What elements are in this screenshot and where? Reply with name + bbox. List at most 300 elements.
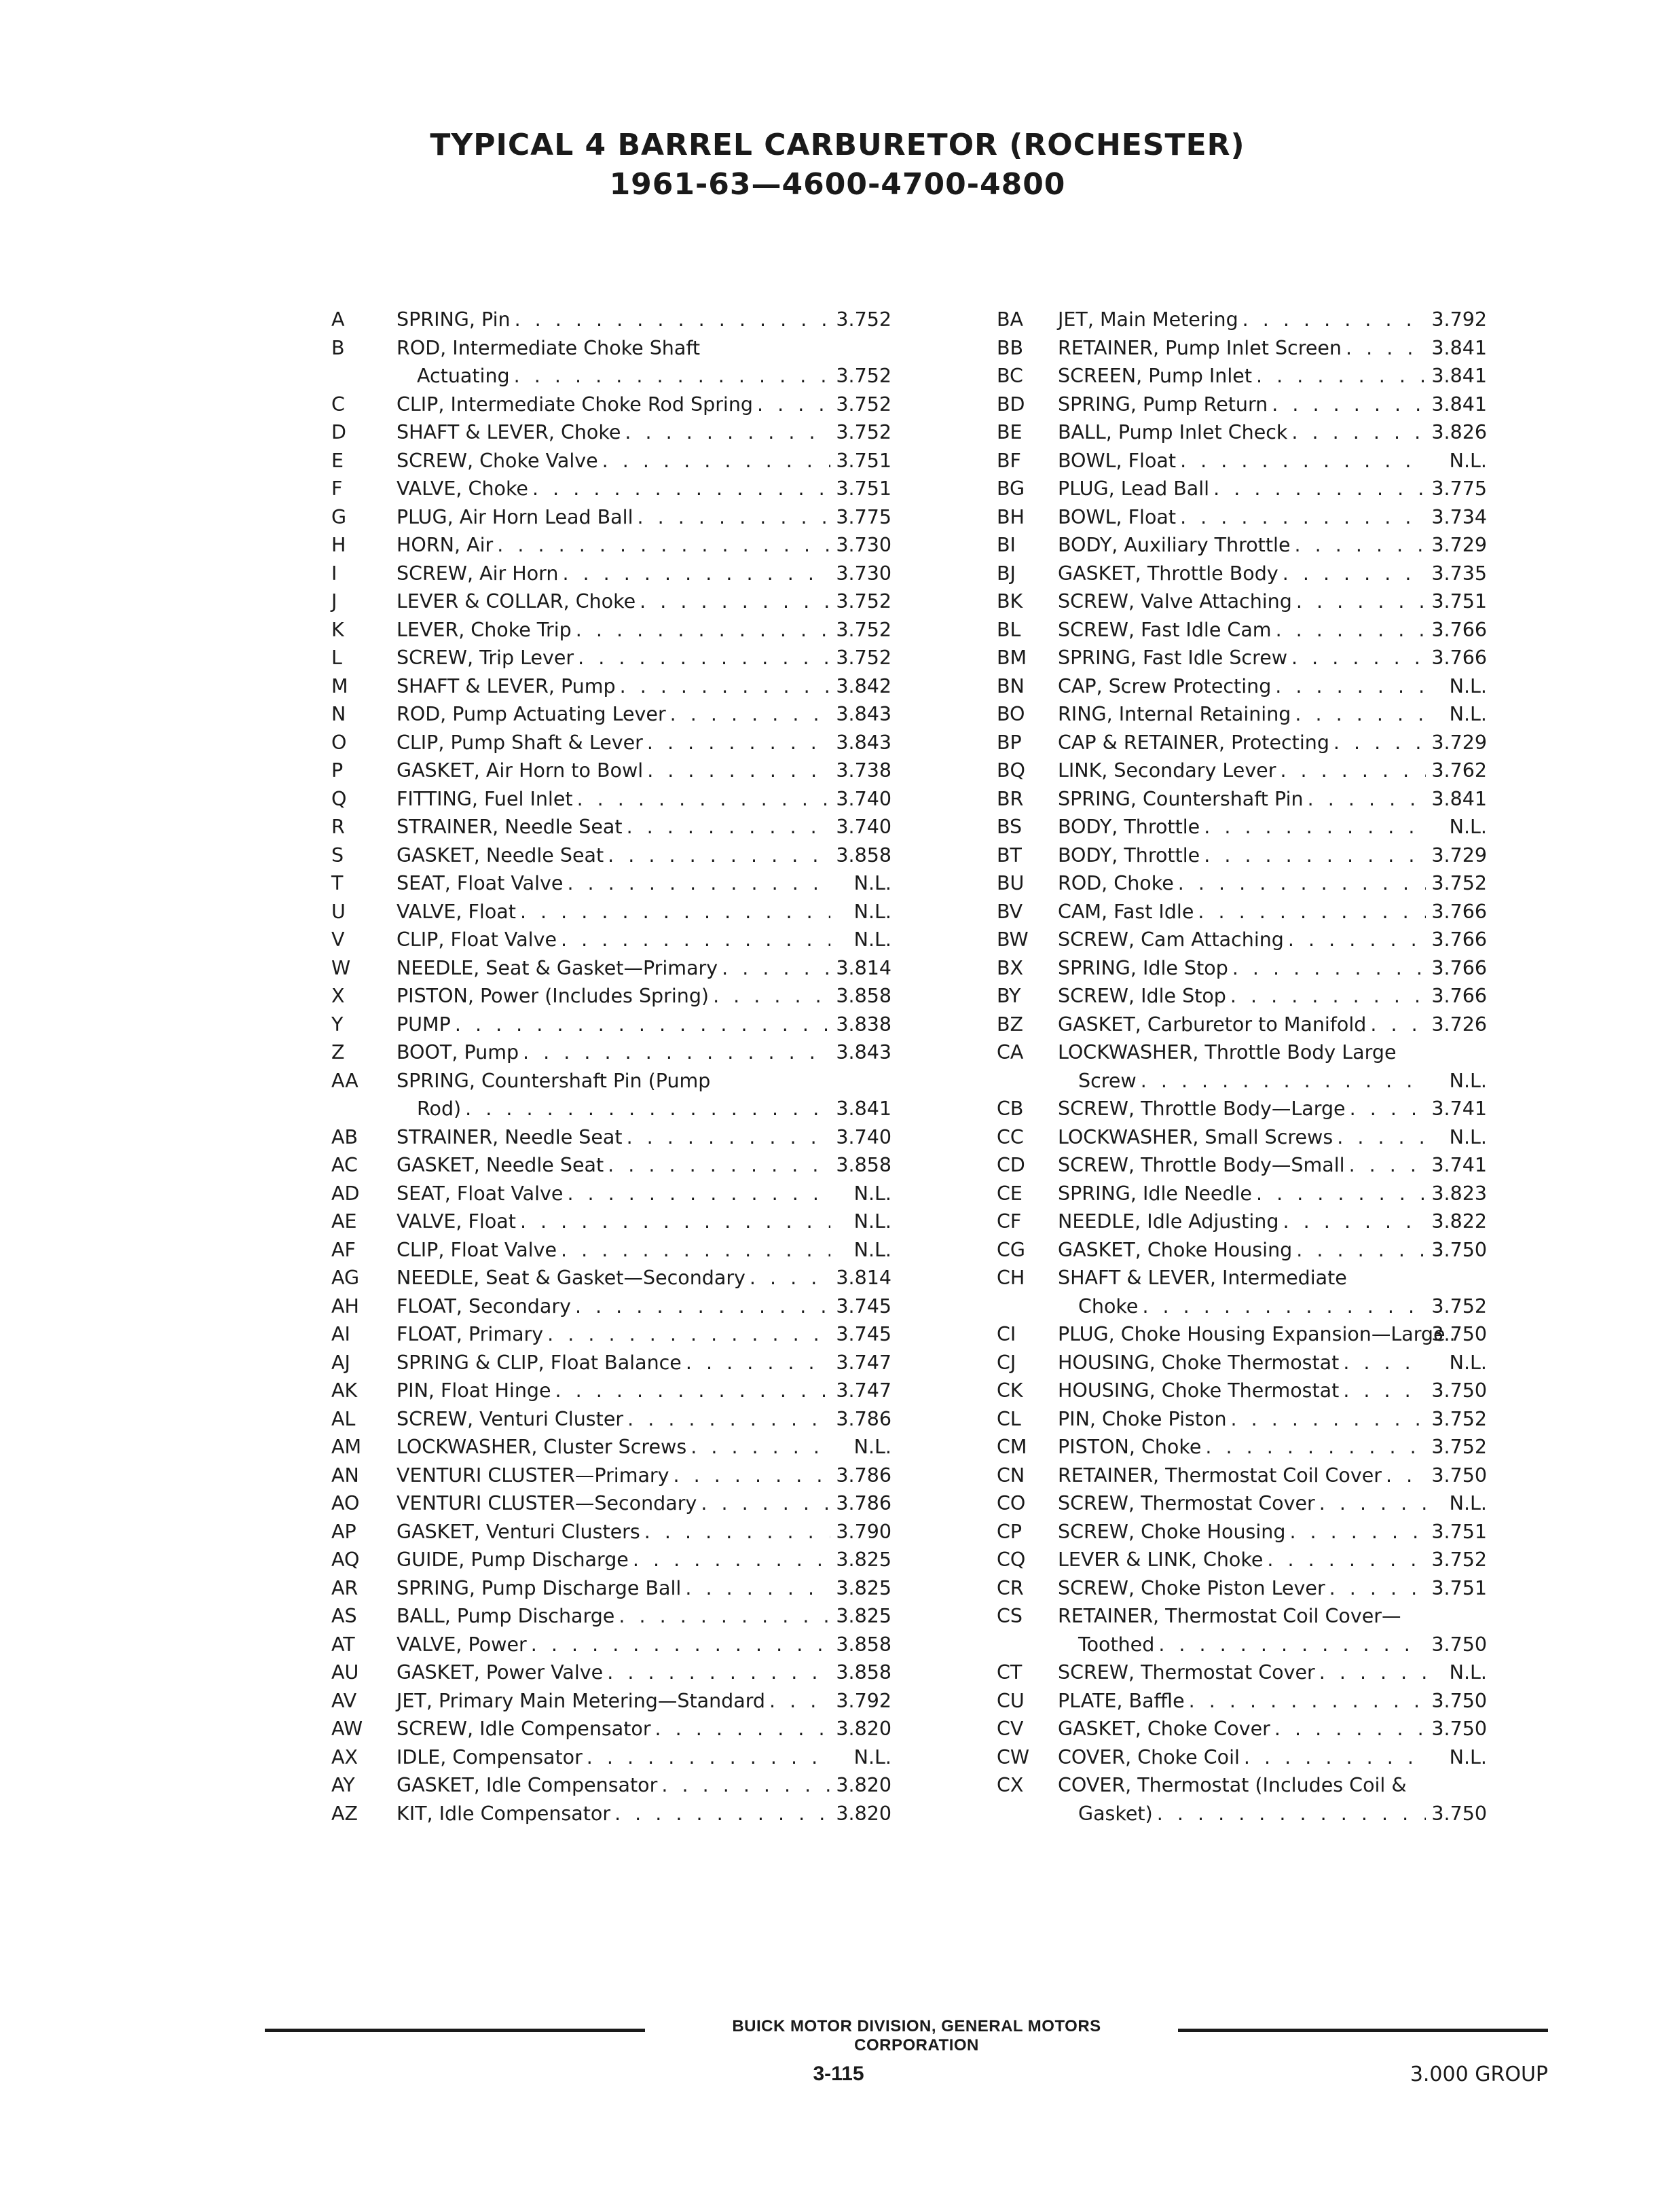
part-reference: N.L. bbox=[853, 1745, 891, 1769]
part-reference: 3.750 bbox=[1431, 1464, 1487, 1487]
part-reference: 3.752 bbox=[836, 590, 891, 613]
part-code: AQ bbox=[331, 1548, 360, 1571]
parts-list-row bbox=[997, 447, 1487, 475]
part-description: GASKET, Needle Seat bbox=[397, 844, 604, 867]
part-code: BF bbox=[997, 449, 1021, 472]
part-description: SCREW, Valve Attaching bbox=[1058, 590, 1292, 613]
part-code: BD bbox=[997, 393, 1025, 416]
part-description: VALVE, Choke bbox=[397, 477, 528, 500]
part-reference: 3.838 bbox=[836, 1013, 891, 1036]
leader-dots bbox=[657, 1771, 830, 1800]
parts-list-row bbox=[331, 841, 891, 870]
part-reference: 3.858 bbox=[836, 985, 891, 1007]
leader-dots bbox=[1291, 531, 1426, 560]
part-description: VENTURI CLUSTER—Primary bbox=[397, 1464, 669, 1487]
part-description: SPRING, Pump Return bbox=[1058, 393, 1268, 416]
parts-list-row bbox=[331, 1433, 891, 1462]
part-code: BH bbox=[997, 505, 1025, 528]
leader-dots bbox=[1278, 560, 1426, 588]
parts-list-row bbox=[997, 1377, 1487, 1405]
part-code: AJ bbox=[331, 1351, 350, 1374]
part-description: VALVE, Float bbox=[397, 900, 516, 923]
part-reference: 3.747 bbox=[836, 1351, 891, 1374]
part-description: NEEDLE, Idle Adjusting bbox=[1058, 1210, 1279, 1233]
part-reference: 3.820 bbox=[836, 1718, 891, 1740]
part-code: AH bbox=[331, 1294, 359, 1318]
leader-dots bbox=[621, 418, 830, 447]
parts-list-row bbox=[997, 362, 1487, 391]
parts-list-row bbox=[997, 1123, 1487, 1152]
leader-dots bbox=[573, 785, 830, 814]
part-reference: 3.858 bbox=[836, 1633, 891, 1656]
leader-dots bbox=[551, 1377, 830, 1405]
leader-dots bbox=[651, 1715, 830, 1743]
part-description: Screw bbox=[1078, 1069, 1137, 1092]
part-code: AT bbox=[331, 1633, 355, 1656]
part-reference: 3.747 bbox=[836, 1379, 891, 1402]
leader-dots bbox=[558, 560, 830, 588]
parts-list-row bbox=[997, 334, 1487, 363]
part-description: RING, Internal Retaining bbox=[1058, 703, 1291, 725]
leader-dots bbox=[1240, 1743, 1426, 1772]
part-description: FLOAT, Secondary bbox=[397, 1294, 571, 1318]
part-description: BODY, Throttle bbox=[1058, 816, 1200, 838]
leader-dots bbox=[686, 1433, 830, 1462]
part-code: BC bbox=[997, 365, 1023, 387]
part-reference: 3.740 bbox=[836, 816, 891, 838]
part-reference: 3.775 bbox=[836, 505, 891, 528]
leader-dots bbox=[461, 1095, 830, 1123]
leader-dots bbox=[1346, 1095, 1426, 1123]
part-reference: 3.752 bbox=[1431, 872, 1487, 894]
part-reference: 3.745 bbox=[836, 1294, 891, 1318]
parts-list-row bbox=[997, 560, 1487, 588]
part-code: AE bbox=[331, 1210, 357, 1233]
part-code: CA bbox=[997, 1041, 1024, 1064]
part-code: CI bbox=[997, 1323, 1016, 1345]
part-code: E bbox=[331, 449, 344, 472]
part-code: J bbox=[331, 590, 337, 613]
part-code: N bbox=[331, 703, 346, 725]
part-description: COVER, Thermostat (Includes Coil & bbox=[1058, 1774, 1407, 1796]
part-description: SPRING, Pump Discharge Ball bbox=[397, 1576, 682, 1599]
part-reference: N.L. bbox=[853, 1210, 891, 1233]
part-reference: 3.745 bbox=[836, 1323, 891, 1345]
part-description: CLIP, Pump Shaft & Lever bbox=[397, 731, 643, 754]
part-reference: 3.752 bbox=[836, 365, 891, 387]
leader-dots bbox=[604, 1151, 830, 1180]
part-reference: 3.843 bbox=[836, 1041, 891, 1064]
parts-list-row bbox=[331, 1658, 891, 1687]
part-description: Actuating bbox=[417, 365, 510, 387]
part-description: SPRING, Pin bbox=[397, 308, 511, 331]
part-description: SEAT, Float Valve bbox=[397, 1182, 564, 1205]
parts-list-row bbox=[997, 475, 1487, 503]
part-reference: 3.766 bbox=[1431, 928, 1487, 951]
leader-dots bbox=[1284, 926, 1426, 954]
part-description: SPRING, Idle Stop bbox=[1058, 956, 1228, 979]
part-code: AR bbox=[331, 1576, 358, 1599]
leader-dots bbox=[557, 926, 830, 954]
part-description: STRAINER, Needle Seat bbox=[397, 816, 623, 838]
part-code: AM bbox=[331, 1436, 362, 1458]
leader-dots bbox=[616, 672, 830, 701]
part-description: SCREEN, Pump Inlet bbox=[1058, 365, 1253, 387]
parts-list-row bbox=[997, 503, 1487, 532]
part-description: CAM, Fast Idle bbox=[1058, 900, 1194, 923]
part-reference: 3.729 bbox=[1431, 844, 1487, 867]
part-code: H bbox=[331, 534, 346, 556]
part-code: AP bbox=[331, 1520, 356, 1543]
parts-list-row bbox=[997, 672, 1487, 701]
leader-dots bbox=[718, 954, 830, 983]
part-code: BT bbox=[997, 844, 1022, 867]
leader-dots bbox=[709, 982, 830, 1011]
part-description: Choke bbox=[1078, 1294, 1139, 1318]
parts-list-row bbox=[331, 1546, 891, 1574]
part-reference: 3.842 bbox=[836, 674, 891, 697]
leader-dots bbox=[1291, 700, 1426, 729]
parts-list-row bbox=[331, 785, 891, 814]
leader-dots bbox=[1315, 1658, 1426, 1687]
leader-dots bbox=[1252, 362, 1426, 391]
part-reference: N.L. bbox=[1449, 1745, 1487, 1769]
part-reference: 3.786 bbox=[836, 1407, 891, 1430]
part-code: BN bbox=[997, 674, 1025, 697]
part-description: BODY, Throttle bbox=[1058, 844, 1200, 867]
section-group: 3.000 GROUP bbox=[1410, 2063, 1548, 2086]
part-description: SCREW, Cam Attaching bbox=[1058, 928, 1284, 951]
parts-list-right bbox=[997, 306, 1487, 1828]
parts-list-row bbox=[331, 1489, 891, 1518]
parts-list-row bbox=[331, 1095, 891, 1123]
part-description: PUMP bbox=[397, 1013, 451, 1036]
leader-dots bbox=[1292, 587, 1426, 616]
leader-dots bbox=[1138, 1292, 1426, 1321]
part-code: CQ bbox=[997, 1548, 1026, 1571]
part-code: AY bbox=[331, 1774, 355, 1796]
part-code: C bbox=[331, 393, 345, 416]
part-description: Rod) bbox=[417, 1098, 462, 1120]
leader-dots bbox=[1276, 757, 1426, 785]
part-description: KIT, Idle Compensator bbox=[397, 1802, 611, 1825]
part-reference: N.L. bbox=[853, 1182, 891, 1205]
part-description: STRAINER, Needle Seat bbox=[397, 1125, 623, 1148]
part-reference: 3.766 bbox=[1431, 956, 1487, 979]
parts-list-row bbox=[997, 587, 1487, 616]
part-description: LEVER, Choke Trip bbox=[397, 618, 572, 641]
part-description: SCREW, Trip Lever bbox=[397, 647, 574, 669]
leader-dots bbox=[1292, 1236, 1426, 1265]
part-reference: N.L. bbox=[1449, 1492, 1487, 1515]
leader-dots bbox=[633, 503, 831, 532]
leader-dots bbox=[1382, 1462, 1426, 1490]
part-reference: 3.751 bbox=[836, 477, 891, 500]
leader-dots bbox=[765, 1687, 830, 1716]
part-code: CH bbox=[997, 1267, 1025, 1289]
leader-dots bbox=[1263, 1546, 1426, 1574]
part-reference: 3.786 bbox=[836, 1492, 891, 1515]
leader-dots bbox=[1154, 1631, 1426, 1659]
part-description: SHAFT & LEVER, Pump bbox=[397, 674, 616, 697]
parts-list-row bbox=[331, 1349, 891, 1377]
leader-dots bbox=[1176, 503, 1426, 532]
parts-list-row bbox=[331, 1377, 891, 1405]
part-code: AU bbox=[331, 1661, 359, 1684]
part-reference: 3.730 bbox=[836, 534, 891, 556]
part-code: CM bbox=[997, 1436, 1027, 1458]
part-description: GASKET, Idle Compensator bbox=[397, 1774, 658, 1796]
leader-dots bbox=[1287, 418, 1426, 447]
parts-list-row bbox=[997, 1771, 1487, 1800]
part-description: GASKET, Air Horn to Bowl bbox=[397, 759, 644, 782]
part-code: AF bbox=[331, 1238, 356, 1261]
part-description: GASKET, Throttle Body bbox=[1058, 562, 1278, 585]
leader-dots bbox=[510, 362, 830, 391]
leader-dots bbox=[1194, 898, 1426, 926]
leader-dots bbox=[610, 1800, 830, 1828]
part-code: CC bbox=[997, 1125, 1024, 1148]
part-description: ROD, Intermediate Choke Shaft bbox=[397, 336, 701, 359]
part-code: BM bbox=[997, 647, 1027, 669]
part-code: BX bbox=[997, 956, 1024, 979]
part-description: RETAINER, Thermostat Coil Cover bbox=[1058, 1464, 1382, 1487]
parts-list-row bbox=[997, 1631, 1487, 1659]
parts-list-row bbox=[331, 982, 891, 1011]
part-reference: 3.822 bbox=[1431, 1210, 1487, 1233]
part-code: CG bbox=[997, 1238, 1025, 1261]
leader-dots bbox=[753, 391, 830, 419]
parts-list-row bbox=[331, 644, 891, 672]
part-description: SPRING & CLIP, Float Balance bbox=[397, 1351, 682, 1374]
part-description: BOWL, Float bbox=[1058, 505, 1177, 528]
leader-dots bbox=[1287, 644, 1426, 672]
parts-list-row bbox=[331, 1771, 891, 1800]
part-code: AK bbox=[331, 1379, 358, 1402]
part-reference: 3.841 bbox=[1431, 787, 1487, 810]
parts-list-row bbox=[997, 1743, 1487, 1772]
part-code: BI bbox=[997, 534, 1016, 556]
parts-list-row bbox=[997, 1038, 1487, 1067]
part-description: SHAFT & LEVER, Choke bbox=[397, 421, 621, 443]
part-code: AD bbox=[331, 1182, 360, 1205]
part-code: AL bbox=[331, 1407, 356, 1430]
parts-list-row bbox=[331, 700, 891, 729]
parts-list-row bbox=[997, 1236, 1487, 1265]
parts-list-row bbox=[331, 1151, 891, 1180]
part-description: PIN, Choke Piston bbox=[1058, 1407, 1227, 1430]
part-code: Y bbox=[331, 1013, 344, 1036]
parts-list-row bbox=[997, 644, 1487, 672]
part-reference: 3.841 bbox=[1431, 393, 1487, 416]
part-description: ROD, Choke bbox=[1058, 872, 1174, 894]
part-reference: 3.825 bbox=[836, 1548, 891, 1571]
part-reference: 3.766 bbox=[1431, 647, 1487, 669]
part-reference: N.L. bbox=[853, 1238, 891, 1261]
part-description: GASKET, Choke Cover bbox=[1058, 1718, 1270, 1740]
leader-dots bbox=[614, 1602, 830, 1631]
part-reference: 3.826 bbox=[1431, 421, 1487, 443]
part-description: VALVE, Float bbox=[397, 1210, 516, 1233]
part-code: BZ bbox=[997, 1013, 1024, 1036]
part-description: HORN, Air bbox=[397, 534, 494, 556]
part-description: PLUG, Lead Ball bbox=[1058, 477, 1210, 500]
part-reference: 3.752 bbox=[836, 647, 891, 669]
parts-list-row bbox=[997, 306, 1487, 334]
parts-list-row bbox=[331, 616, 891, 645]
parts-list-row bbox=[997, 1433, 1487, 1462]
part-reference: 3.752 bbox=[836, 393, 891, 416]
part-reference: 3.750 bbox=[1431, 1633, 1487, 1656]
part-description: BOWL, Float bbox=[1058, 449, 1177, 472]
part-code: BR bbox=[997, 787, 1024, 810]
part-code: AX bbox=[331, 1745, 358, 1769]
part-description: HOUSING, Choke Thermostat bbox=[1058, 1351, 1340, 1374]
part-description: ROD, Pump Actuating Lever bbox=[397, 703, 666, 725]
parts-list-row bbox=[997, 1011, 1487, 1039]
parts-list-row bbox=[331, 475, 891, 503]
part-reference: 3.741 bbox=[1431, 1154, 1487, 1176]
part-reference: N.L. bbox=[853, 872, 891, 894]
parts-list-row bbox=[997, 757, 1487, 785]
part-description: SCREW, Idle Stop bbox=[1058, 985, 1226, 1007]
parts-list-row bbox=[997, 1800, 1487, 1828]
part-reference: 3.750 bbox=[1431, 1379, 1487, 1402]
part-code: Q bbox=[331, 787, 347, 810]
part-code: CB bbox=[997, 1098, 1024, 1120]
leader-dots bbox=[1339, 1377, 1426, 1405]
part-description: GUIDE, Pump Discharge bbox=[397, 1548, 629, 1571]
part-description: PISTON, Power (Includes Spring) bbox=[397, 985, 710, 1007]
leader-dots bbox=[1226, 982, 1426, 1011]
parts-list-row bbox=[997, 391, 1487, 419]
parts-list-row bbox=[997, 1546, 1487, 1574]
part-description: IDLE, Compensator bbox=[397, 1745, 583, 1769]
part-reference: 3.825 bbox=[836, 1576, 891, 1599]
part-code: A bbox=[331, 308, 345, 331]
part-code: CJ bbox=[997, 1351, 1016, 1374]
part-description: SCREW, Choke Valve bbox=[397, 449, 598, 472]
part-code: W bbox=[331, 956, 351, 979]
part-reference: 3.766 bbox=[1431, 985, 1487, 1007]
part-description: SPRING, Idle Needle bbox=[1058, 1182, 1252, 1205]
parts-list-row bbox=[997, 418, 1487, 447]
leader-dots bbox=[1201, 1433, 1426, 1462]
part-description: GASKET, Choke Housing bbox=[1058, 1238, 1293, 1261]
part-description: JET, Primary Main Metering—Standard bbox=[397, 1689, 766, 1712]
part-code: B bbox=[331, 336, 345, 359]
part-code: BB bbox=[997, 336, 1024, 359]
part-description: BALL, Pump Inlet Check bbox=[1058, 421, 1288, 443]
part-reference: N.L. bbox=[1449, 1351, 1487, 1374]
part-code: CS bbox=[997, 1605, 1023, 1627]
parts-list-row bbox=[997, 1095, 1487, 1123]
part-description: SEAT, Float Valve bbox=[397, 872, 564, 894]
part-code: R bbox=[331, 816, 345, 838]
leader-dots bbox=[643, 729, 830, 757]
parts-list-left bbox=[331, 306, 891, 1828]
parts-list-row bbox=[331, 1180, 891, 1208]
part-description: CLIP, Float Valve bbox=[397, 1238, 557, 1261]
part-description: SCREW, Throttle Body—Small bbox=[1058, 1154, 1345, 1176]
parts-list-row bbox=[331, 729, 891, 757]
parts-list-row bbox=[997, 841, 1487, 870]
part-code: AO bbox=[331, 1492, 360, 1515]
leader-dots bbox=[511, 306, 830, 334]
part-description: Gasket) bbox=[1078, 1802, 1153, 1825]
part-description: SCREW, Idle Compensator bbox=[397, 1718, 651, 1740]
leader-dots bbox=[563, 1180, 830, 1208]
leader-dots bbox=[746, 1264, 830, 1292]
part-reference: 3.752 bbox=[1431, 1436, 1487, 1458]
page-title: TYPICAL 4 BARREL CARBURETOR (ROCHESTER) bbox=[430, 128, 1245, 162]
leader-dots bbox=[1304, 785, 1426, 814]
part-code: AI bbox=[331, 1323, 350, 1345]
part-reference: N.L. bbox=[853, 1436, 891, 1458]
part-reference: 3.750 bbox=[1431, 1323, 1487, 1345]
part-reference: 3.858 bbox=[836, 844, 891, 867]
part-description: SHAFT & LEVER, Intermediate bbox=[1058, 1267, 1347, 1289]
part-description: SPRING, Countershaft Pin bbox=[1058, 787, 1304, 810]
leader-dots bbox=[1333, 1123, 1426, 1152]
parts-list-row bbox=[331, 447, 891, 475]
part-reference: 3.786 bbox=[836, 1464, 891, 1487]
parts-list-row bbox=[331, 362, 891, 391]
parts-list-row bbox=[331, 560, 891, 588]
leader-dots bbox=[1285, 1518, 1426, 1546]
part-description: VALVE, Power bbox=[397, 1633, 527, 1656]
part-code: M bbox=[331, 674, 348, 697]
part-reference: 3.751 bbox=[1431, 1520, 1487, 1543]
parts-list-row bbox=[331, 672, 891, 701]
part-code: AB bbox=[331, 1125, 358, 1148]
part-description: LOCKWASHER, Small Screws bbox=[1058, 1125, 1333, 1148]
parts-list-row bbox=[997, 1151, 1487, 1180]
parts-list-row bbox=[331, 1320, 891, 1349]
leader-dots bbox=[574, 644, 830, 672]
parts-list-row bbox=[997, 1320, 1487, 1349]
part-description: GASKET, Needle Seat bbox=[397, 1154, 604, 1176]
part-description: PIN, Float Hinge bbox=[397, 1379, 551, 1402]
leader-dots bbox=[1200, 813, 1426, 841]
part-description: HOUSING, Choke Thermostat bbox=[1058, 1379, 1340, 1402]
leader-dots bbox=[603, 1658, 830, 1687]
part-reference: 3.841 bbox=[836, 1098, 891, 1120]
part-description: LINK, Secondary Lever bbox=[1058, 759, 1276, 782]
parts-list-row bbox=[997, 869, 1487, 898]
leader-dots bbox=[543, 1320, 830, 1349]
part-description: SCREW, Choke Housing bbox=[1058, 1520, 1286, 1543]
part-code: K bbox=[331, 618, 344, 641]
parts-list-row bbox=[997, 1518, 1487, 1546]
part-code: Z bbox=[331, 1041, 345, 1064]
part-code: AV bbox=[331, 1689, 357, 1712]
part-code: O bbox=[331, 731, 347, 754]
part-reference: 3.752 bbox=[1431, 1407, 1487, 1430]
part-code: AN bbox=[331, 1464, 359, 1487]
part-code: CD bbox=[997, 1154, 1025, 1176]
parts-list-row bbox=[331, 813, 891, 841]
part-description: RETAINER, Thermostat Coil Cover— bbox=[1058, 1605, 1401, 1627]
leader-dots bbox=[623, 1405, 830, 1434]
leader-dots bbox=[557, 1236, 830, 1265]
part-reference: 3.825 bbox=[836, 1605, 891, 1627]
part-description: VENTURI CLUSTER—Secondary bbox=[397, 1492, 697, 1515]
leader-dots bbox=[640, 1518, 830, 1546]
leader-dots bbox=[572, 616, 830, 645]
parts-list-row bbox=[331, 954, 891, 983]
part-reference: 3.751 bbox=[1431, 1576, 1487, 1599]
